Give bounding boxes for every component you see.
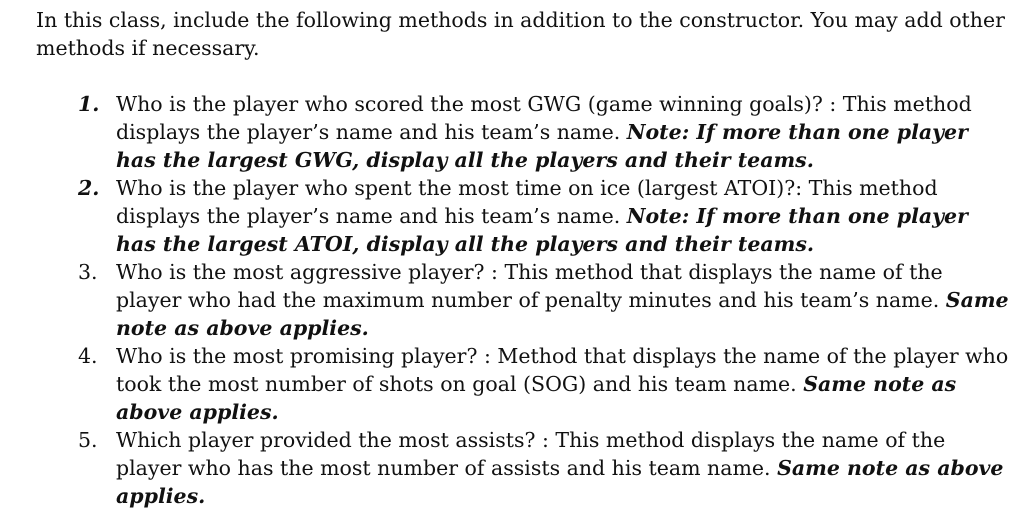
list-item-5	[0, 426, 1024, 510]
list-item-text: Who is the player who scored the most GWG (game winning goals)? : This method displays the player’s name and his team’s name.	[116, 92, 972, 144]
list-item-body	[116, 90, 1012, 174]
list-item-note: Same note as above applies.	[116, 288, 1009, 340]
list-item-text: Who is the most promising player? : Method that displays the name of the player who took the most number of shots on goal (SOG) and his team name.	[116, 344, 1009, 396]
list-item-number: 3.	[78, 260, 98, 284]
list-item-number: 1.	[78, 92, 100, 116]
list-item-note: Note: If more than one player has the largest ATOI, display all the players and their teams.	[116, 204, 968, 256]
list-item-text: Who is the most aggressive player? : This method that displays the name of the player who had the maximum number of penalty minutes and his team’s name.	[116, 260, 946, 312]
list-item-text: Who is the player who spent the most time on ice (largest ATOI)?: This method displays the player’s name and his team’s name.	[116, 176, 938, 228]
list-item-body	[116, 174, 1012, 258]
list-item-2	[0, 174, 1024, 258]
list-item-note: Same note as above applies.	[116, 372, 957, 424]
methods-list	[0, 90, 1024, 510]
list-item-4	[0, 342, 1024, 426]
list-item-body	[116, 342, 1012, 426]
list-item-body	[116, 426, 1012, 510]
list-item-1	[0, 90, 1024, 174]
list-item-note: Note: If more than one player has the largest GWG, display all the players and their teams.	[116, 120, 968, 172]
list-item-body	[116, 258, 1012, 342]
list-item-number: 5.	[78, 428, 98, 452]
list-item-number: 2.	[78, 176, 100, 200]
list-item-note: Same note as above applies.	[116, 456, 1004, 508]
intro-paragraph: In this class, include the following methods in addition to the constructor. You may add other methods if necessary.	[36, 8, 1005, 60]
list-item-text: Which player provided the most assists? : This method displays the name of the player who has the most number of assists and his team name.	[116, 428, 946, 480]
list-item-number: 4.	[78, 344, 98, 368]
list-item-3	[0, 258, 1024, 342]
